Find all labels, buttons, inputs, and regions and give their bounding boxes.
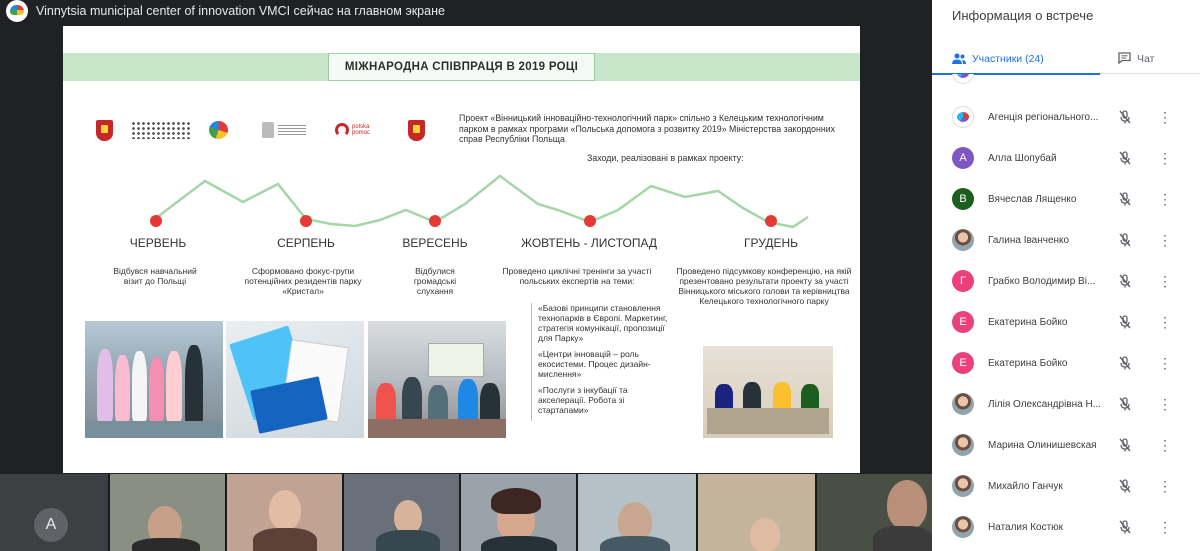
participant-row[interactable] (932, 348, 1200, 378)
more-options-icon[interactable]: ⋮ (1158, 109, 1172, 125)
participant-row[interactable] (932, 471, 1200, 501)
mic-off-icon[interactable] (1117, 273, 1133, 289)
more-options-icon[interactable]: ⋮ (1158, 396, 1172, 412)
participant-row[interactable] (932, 143, 1200, 173)
participant-video-tile[interactable] (698, 474, 815, 551)
booklets-photo (226, 321, 364, 438)
december-description: Проведено підсумкову конференцію, на якій презентовано результати проекту за участі Вінницького міського голови та керівництва Келецького технологічного парку (676, 266, 852, 306)
september-description: Відбулися громадські слухання (413, 266, 457, 296)
avatar (952, 74, 974, 84)
tab-chat-label: Чат (1137, 53, 1155, 65)
conference-photo (703, 346, 833, 438)
participant-name: Агенція регіонального... (988, 111, 1099, 123)
month-august: СЕРПЕНЬ (277, 236, 335, 250)
participants-list[interactable] (932, 74, 1200, 551)
more-options-icon[interactable]: ⋮ (1158, 355, 1172, 371)
topic-item: «Центри інновацій – роль екосистеми. Процес дизайн-мислення» (538, 349, 651, 379)
more-options-icon[interactable]: ⋮ (1158, 273, 1172, 289)
team-photo (85, 321, 223, 438)
more-options-icon[interactable]: ⋮ (1158, 191, 1172, 207)
mic-off-icon[interactable] (1117, 191, 1133, 207)
mic-off-icon[interactable] (1117, 478, 1133, 494)
more-options-icon[interactable]: ⋮ (1158, 314, 1172, 330)
participant-name: Михайло Ганчук (988, 480, 1063, 492)
month-december: ГРУДЕНЬ (744, 236, 798, 250)
top-bar (0, 0, 932, 22)
participant-tile-avatar[interactable] (0, 474, 108, 551)
participant-row[interactable] (932, 225, 1200, 255)
participant-row[interactable] (932, 512, 1200, 542)
timeline-dot-october-november (584, 215, 596, 227)
participant-name: Наталия Костюк (988, 521, 1064, 533)
avatar: В (952, 188, 974, 210)
avatar (952, 434, 974, 456)
main-stage[interactable] (0, 22, 932, 474)
polska-pomoc-logo: polska pomoc (333, 119, 391, 141)
participant-row[interactable] (932, 266, 1200, 296)
participant-name: Грабко Володимир Ві... (988, 275, 1096, 287)
timeline-dot-august (300, 215, 312, 227)
tab-participants-label: Участники (24) (972, 53, 1044, 65)
measures-label: Заходи, реалізовані в рамках проекту: (587, 153, 744, 163)
mic-off-icon[interactable] (1117, 232, 1133, 248)
mic-off-icon[interactable] (1117, 314, 1133, 330)
timeline-dot-december (765, 215, 777, 227)
timeline-line (156, 176, 808, 227)
participant-name: Галина Іванченко (988, 234, 1070, 246)
mic-off-icon[interactable] (1117, 150, 1133, 166)
avatar: А (34, 508, 68, 542)
tab-chat[interactable] (1118, 44, 1154, 74)
avatar (952, 393, 974, 415)
avatar: Г (952, 270, 974, 292)
participant-row[interactable] (932, 184, 1200, 214)
mic-off-icon[interactable] (1117, 396, 1133, 412)
more-options-icon[interactable]: ⋮ (1158, 150, 1172, 166)
june-description: Відбувся навчальний візит до Польщі (113, 266, 197, 286)
meeting-info-panel (932, 0, 1200, 551)
more-options-icon[interactable]: ⋮ (1158, 478, 1172, 494)
avatar: Е (952, 352, 974, 374)
mic-off-icon[interactable] (1117, 355, 1133, 371)
slide-title: МІЖНАРОДНА СПІВПРАЦЯ В 2019 РОЦІ (328, 53, 595, 81)
topic-item: «Базові принципи становлення технопарків в Європі. Маркетинг, стратегія комунікації, пропозиції для Парку» (538, 303, 668, 343)
more-options-icon[interactable]: ⋮ (1158, 519, 1172, 535)
participant-row[interactable] (932, 389, 1200, 419)
more-options-icon[interactable]: ⋮ (1158, 437, 1172, 453)
topic-item: «Послуги з інкубації та акселерації. Робота зі стартапами» (538, 385, 628, 415)
tab-participants[interactable] (932, 44, 1100, 74)
month-june: ЧЕРВЕНЬ (129, 236, 187, 250)
project-description: Проект «Вінницький інноваційно-технологічний парк» спільно з Келецьким технологічним парком в рамках програми «Польська допомога з розвитку 2019» Міністерства закордонних справ Республіки Польща (459, 113, 836, 144)
mic-off-icon[interactable] (1117, 109, 1133, 125)
participant-video-tile[interactable] (227, 474, 342, 551)
participant-row[interactable] (932, 102, 1200, 132)
participant-name: Екатерина Бойко (988, 357, 1068, 369)
participant-name: Алла Шопубай (988, 152, 1057, 164)
avatar: А (952, 147, 974, 169)
participant-video-tile[interactable] (461, 474, 576, 551)
participant-row[interactable] (932, 430, 1200, 460)
people-icon (952, 52, 966, 67)
participant-name: Лілія Олександрівна Н... (988, 398, 1102, 410)
avatar (952, 516, 974, 538)
participant-name: Вячеслав Лященко (988, 193, 1077, 205)
participant-video-strip (0, 474, 932, 551)
avatar: Е (952, 311, 974, 333)
timeline-dot-june (150, 215, 162, 227)
participant-video-tile[interactable] (817, 474, 932, 551)
panel-title: Информация о встрече (952, 8, 1094, 23)
more-options-icon[interactable]: ⋮ (1158, 232, 1172, 248)
presentation-slide (63, 26, 860, 473)
participant-row-partial[interactable] (932, 74, 1200, 88)
august-description: Сформовано фокус-групи потенційних резидентів парку «Кристал» (244, 266, 362, 296)
month-october-november: ЖОВТЕНЬ - ЛИСТОПАД (521, 236, 657, 250)
presenter-logo-icon (6, 0, 28, 22)
participant-row[interactable] (932, 307, 1200, 337)
participant-video-tile[interactable] (344, 474, 459, 551)
october-november-description: Проведено циклічні тренінги за участі польських експертів на теми: (502, 266, 652, 286)
chat-icon (1118, 52, 1131, 67)
mic-off-icon[interactable] (1117, 437, 1133, 453)
training-topics (531, 303, 671, 421)
month-september: ВЕРЕСЕНЬ (402, 236, 468, 250)
presenting-title: Vinnytsia municipal center of innovation VMCI сейчас на главном экране (36, 4, 445, 18)
mic-off-icon[interactable] (1117, 519, 1133, 535)
participant-video-tile[interactable] (110, 474, 225, 551)
panel-tabs (932, 44, 1200, 74)
meeting-photo (368, 321, 506, 438)
participant-name: Екатерина Бойко (988, 316, 1068, 328)
avatar (952, 229, 974, 251)
timeline-dot-september (429, 215, 441, 227)
participant-name: Марина Олинишевская (988, 439, 1097, 451)
avatar (952, 106, 974, 128)
avatar (952, 475, 974, 497)
participant-video-tile[interactable] (578, 474, 696, 551)
